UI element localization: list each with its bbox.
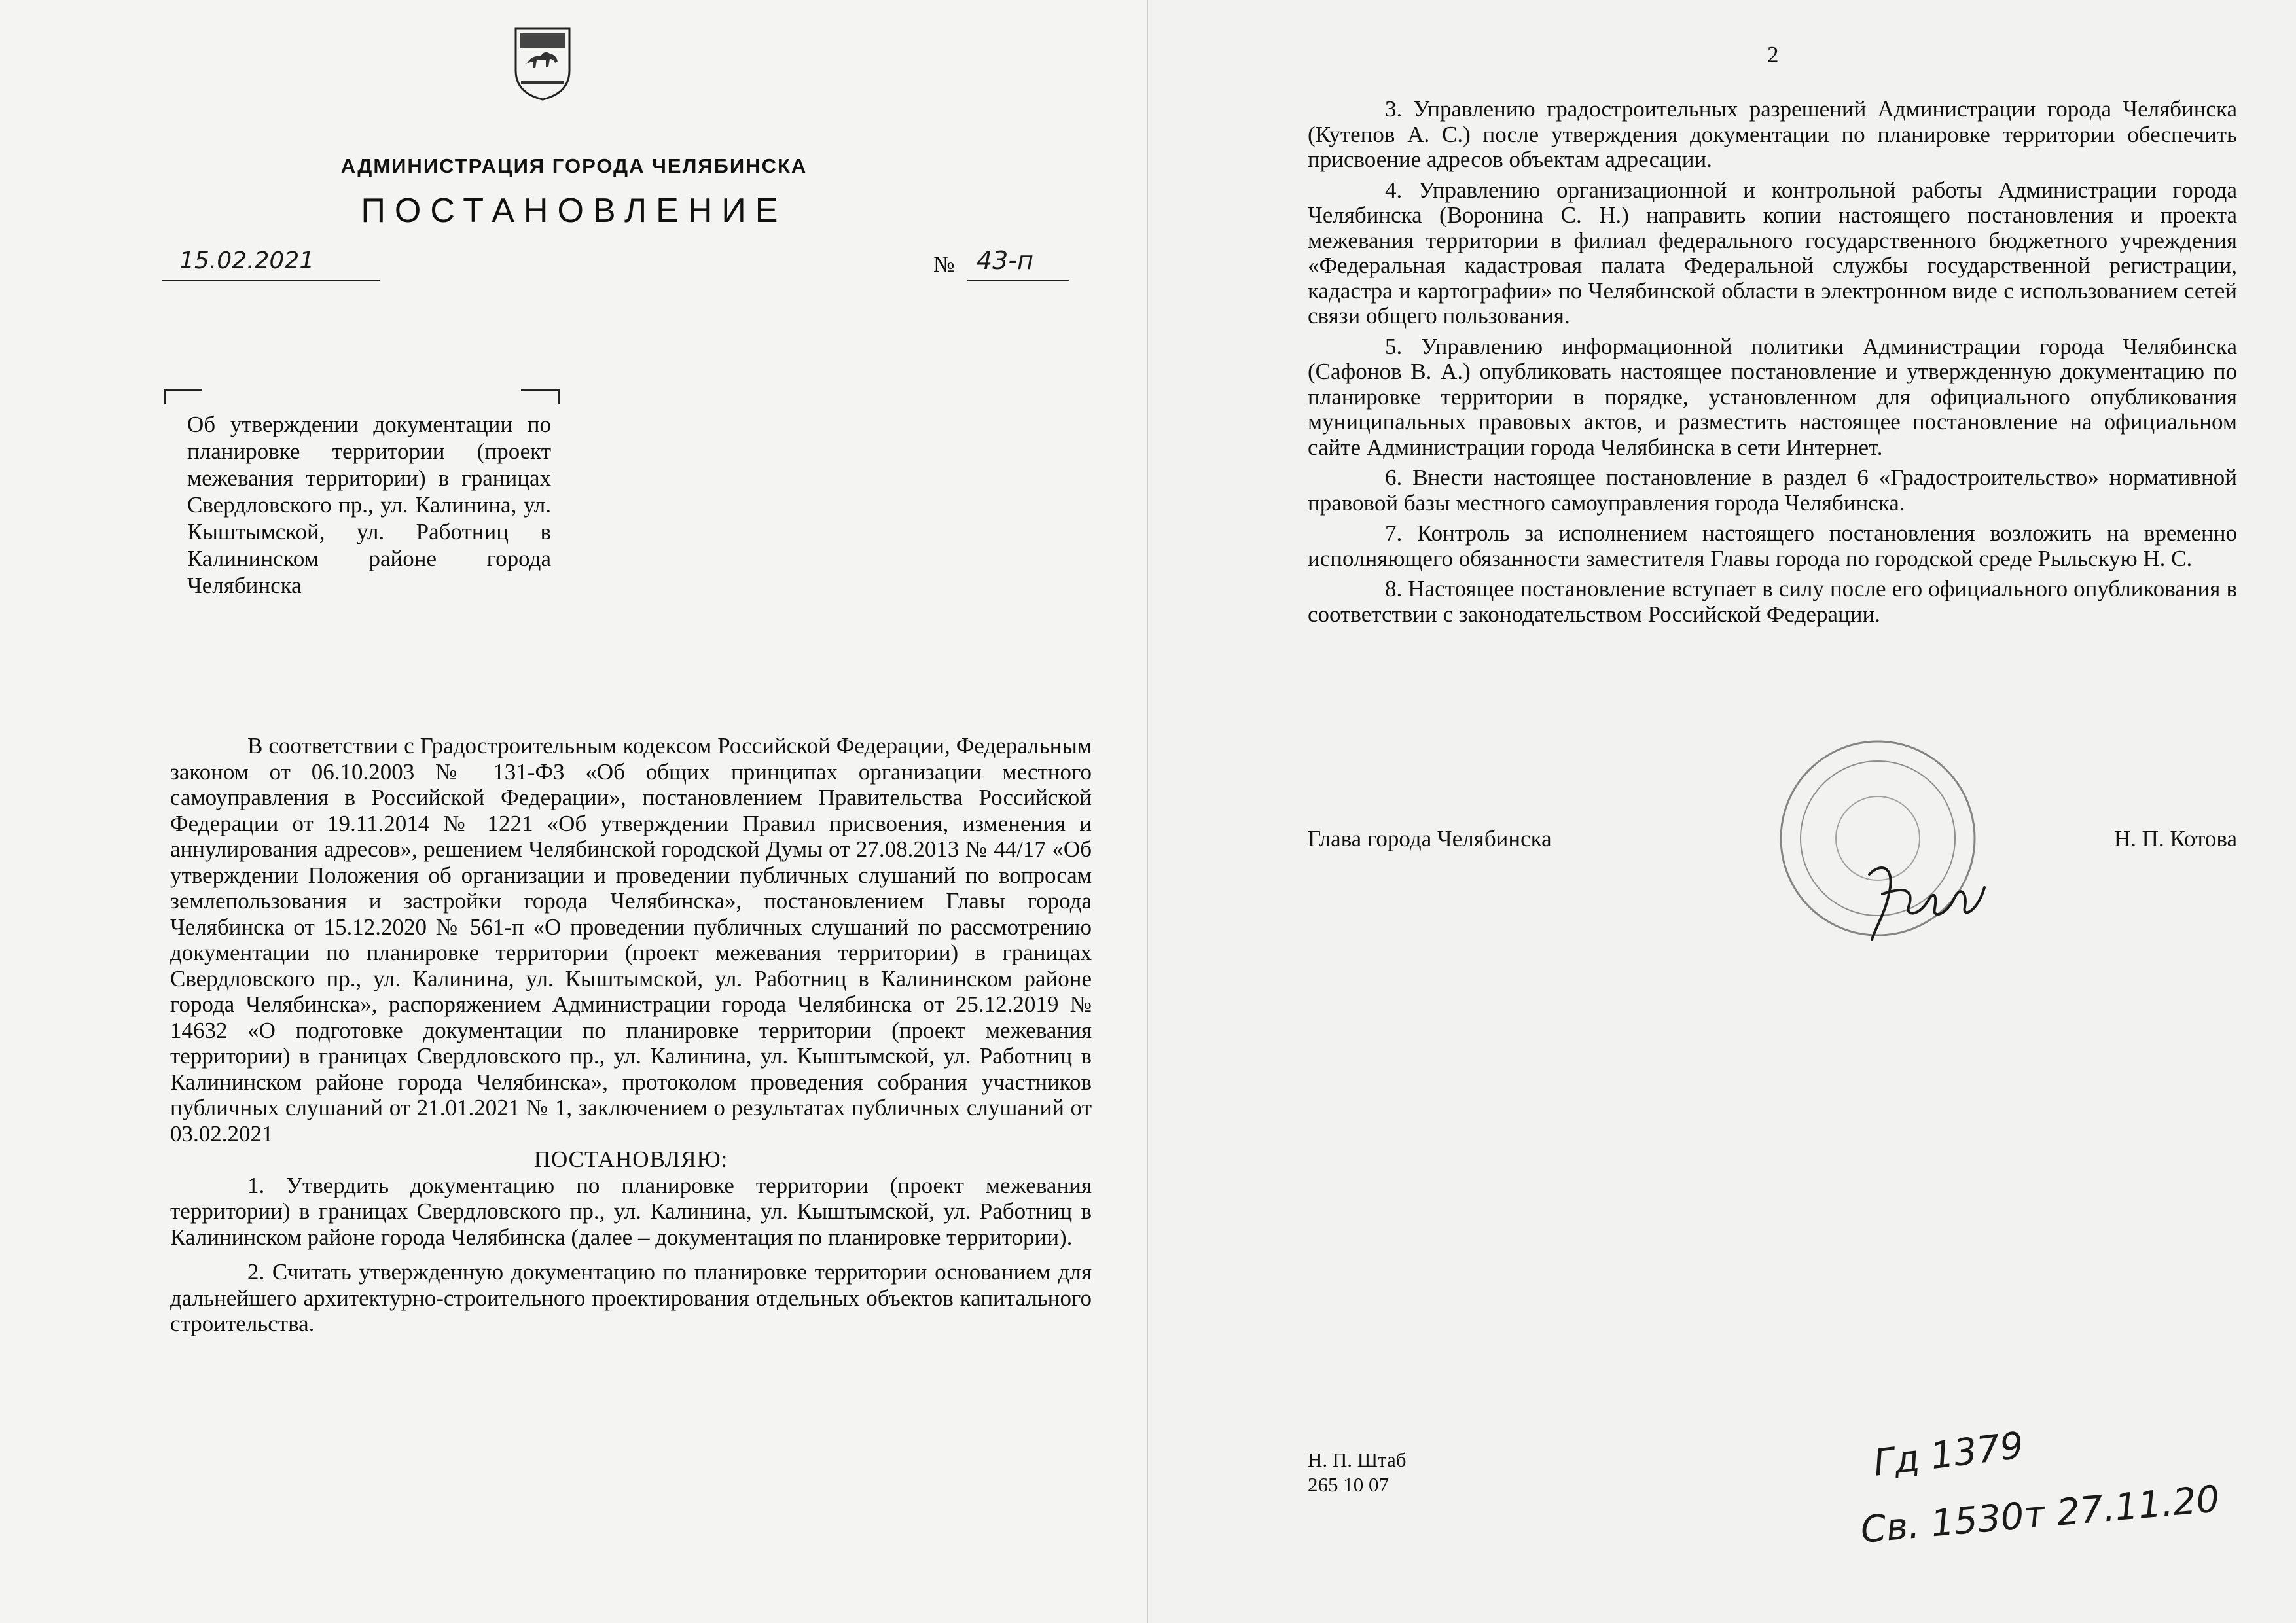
- signatory-name: Н. П. Котова: [2113, 826, 2237, 851]
- left-body-text: [170, 733, 1092, 1346]
- subject-bracket-right: [521, 389, 560, 404]
- registration-note-2: Св. 1530т 27.11.20: [1859, 1478, 2221, 1552]
- clause-4: 4. Управлению организационной и контрольной работы Администрации города Челябинска (Воронина С. Н.) направить копии настоящего постановления и проекта межевания территории в филиал федерального государственного бюджетного учреждения «Федеральная кадастровая палата Федеральной службы государственной регистрации, кадастра и картографии» по Челябинской области в электронном виде с использованием сетей связи общего пользования.: [1308, 177, 2237, 329]
- executor-info: [1308, 1448, 1407, 1497]
- clause-7: 7. Контроль за исполнением настоящего постановления возложить на временно исполняющего обязанности заместителя Главы города по городской среде Рыльскую Н. С.: [1308, 520, 2237, 571]
- administration-title: АДМИНИСТРАЦИЯ ГОРОДА ЧЕЛЯБИНСКА: [340, 154, 808, 177]
- right-body-text: [1308, 97, 2237, 632]
- document-date: 15.02.2021: [179, 247, 315, 274]
- document-number: 43-п: [977, 246, 1033, 275]
- document-type-title: ПОСТАНОВЛЕНИЕ: [361, 192, 787, 230]
- document-subject: Об утверждении документации по планировке территории (проект межевания территории) в границах Свердловского пр., ул. Калинина, ул. Кыштымской, ул. Работниц в Калининском районе города Челябинска: [187, 412, 551, 598]
- clause-2: 2. Считать утвержденную документацию по планировке территории основанием для дальнейшего архитектурно-строительного проектирования отдельных объектов капитального строительства.: [170, 1259, 1092, 1336]
- page-number: 2: [1767, 42, 1779, 67]
- preamble-paragraph: В соответствии с Градостроительным кодексом Российской Федерации, Федеральным законом от 06.10.2003 № 131-ФЗ «Об общих принципах организации местного самоуправления в Российской Федерации», постановлением Правительства Российской Федерации от 19.11.2014 № 1221 «Об утверждении Правил присвоения, изменения и аннулирования адресов», решением Челябинской городской Думы от 27.08.2013 № 44/17 «Об утверждении Положения об организации и проведении публичных слушаний по вопросам землепользования и застройки города Челябинска», постановлением Главы города Челябинска от 15.12.2020 № 561-п «О проведении публичных слушаний по рассмотрению документации по планировке территории (проект межевания территории) в границах Свердловского пр., ул. Калинина, ул. Кыштымской, ул. Работниц в Калининском районе города Челябинска», распоряжением Администрации города Челябинска от 25.12.2019 № 14632 «О подготовке документации по планировке территории (проект межевания территории) в границах Свердловского пр., ул. Калинина, ул. Кыштымской, ул. Работниц в Калининском районе города Челябинска», протоколом проведения собрания участников публичных слушаний от 21.01.2021 № 1, заключением о результатах публичных слушаний от 03.02.2021: [170, 733, 1092, 1147]
- clause-5: 5. Управлению информационной политики Администрации города Челябинска (Сафонов В. А.) опубликовать настоящее постановление и утвержденную документацию по планировке территории в порядке, установленном для официального опубликования муниципальных правовых актов, и разместить настоящее постановление на официальном сайте Администрации города Челябинска в сети Интернет.: [1308, 333, 2237, 460]
- executor-phone: 265 10 07: [1308, 1473, 1389, 1496]
- handwritten-signature-icon: [1856, 848, 2000, 946]
- clause-1: 1. Утвердить документацию по планировке территории (проект межевания территории) в границах Свердловского пр., ул. Калинина, ул. Кыштымской, ул. Работниц в Калининском районе города Челябинска (далее – документация по планировке территории).: [170, 1172, 1092, 1250]
- city-crest-icon: [512, 25, 573, 102]
- clause-6: 6. Внести настоящее постановление в раздел 6 «Градостроительство» нормативной правовой базы местного самоуправления города Челябинска.: [1308, 465, 2237, 516]
- clause-8: 8. Настоящее постановление вступает в силу после его официального опубликования в соответствии с законодательством Российской Федерации.: [1308, 576, 2237, 627]
- document-number-label: №: [933, 253, 955, 277]
- subject-bracket-left: [164, 389, 202, 404]
- signatory-role: Глава города Челябинска: [1308, 826, 1552, 851]
- decree-heading: ПОСТАНОВЛЯЮ:: [533, 1147, 728, 1172]
- registration-note-1: Гд 1379: [1871, 1424, 2026, 1485]
- clause-3: 3. Управлению градостроительных разрешений Администрации города Челябинска (Кутепов А. С.) после утверждения документации по планировке территории обеспечить присвоение адресов объектам адресации.: [1308, 96, 2237, 172]
- executor-name: Н. П. Штаб: [1308, 1448, 1407, 1471]
